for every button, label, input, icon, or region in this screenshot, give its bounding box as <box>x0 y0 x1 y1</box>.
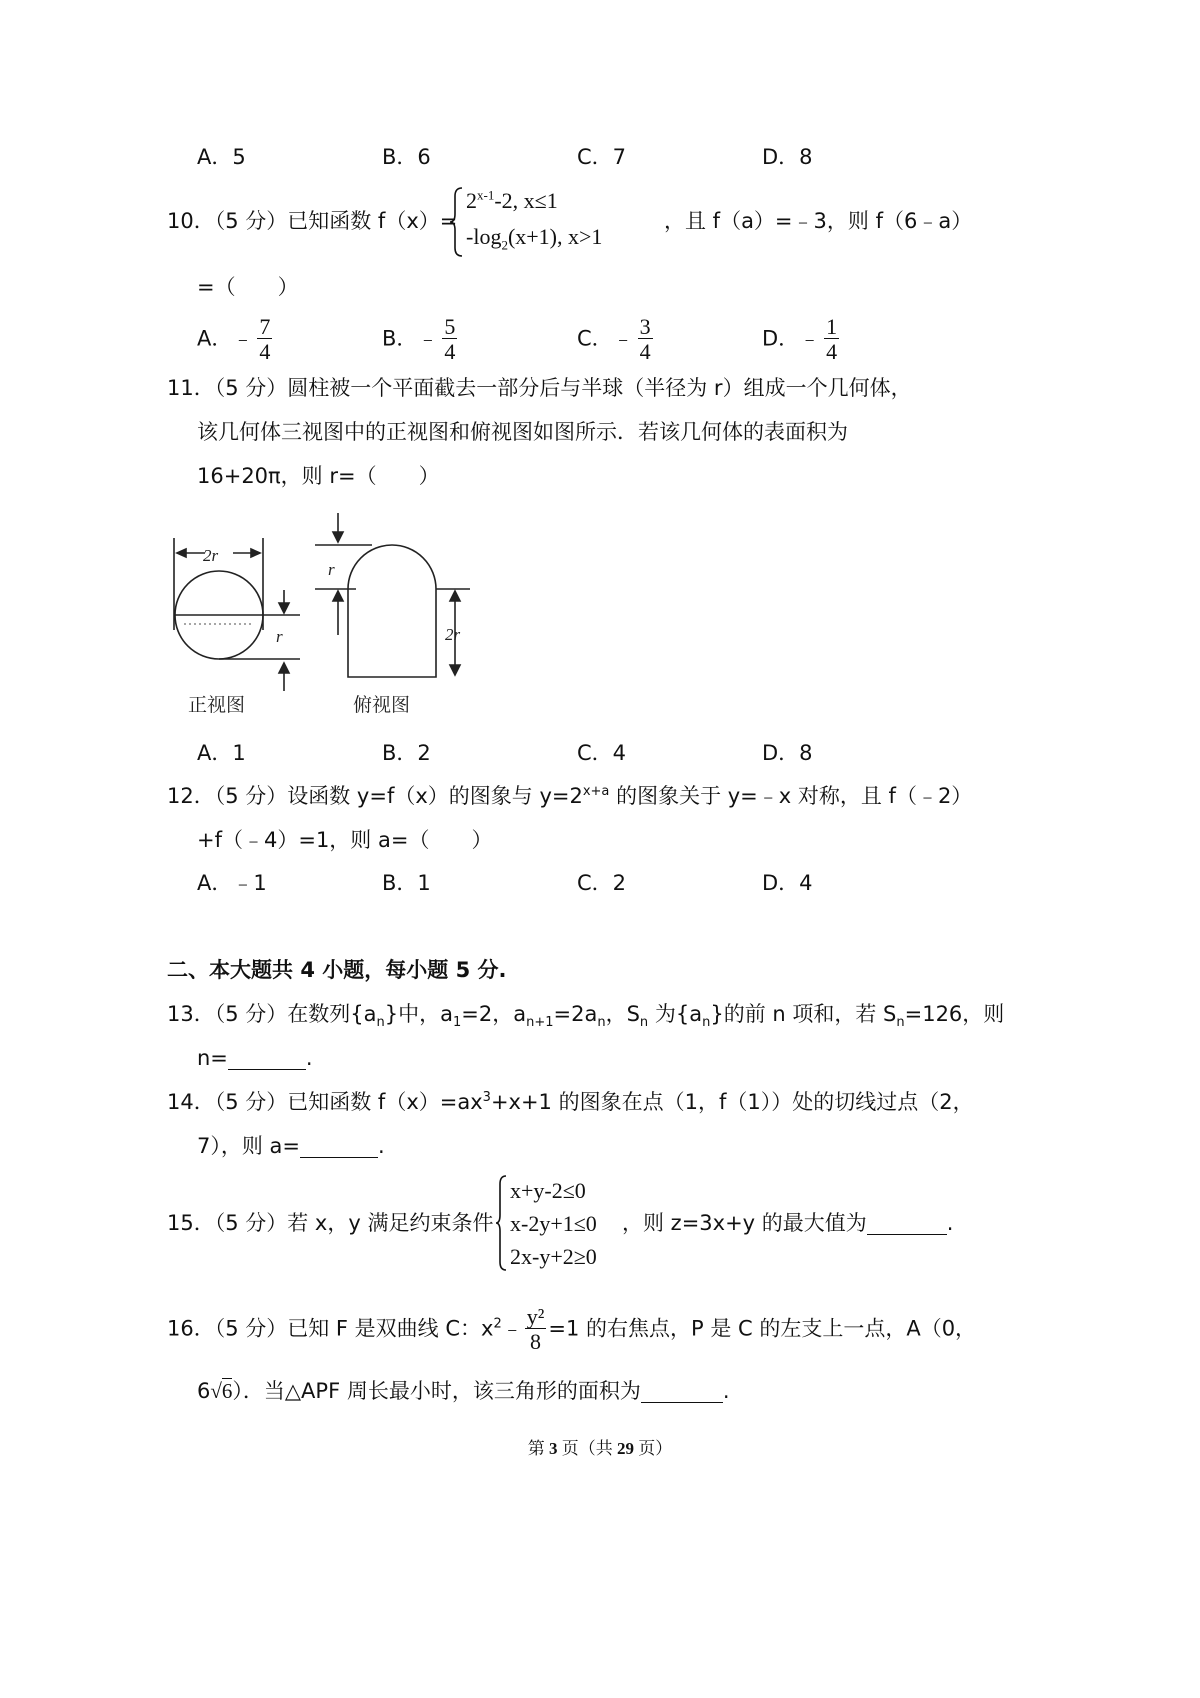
q14-answer-blank <box>300 1136 378 1158</box>
q15-prefix: 15．（5 分）若 x，y 满足约束条件 <box>167 1211 494 1235</box>
q11-three-view-figure <box>160 505 490 720</box>
q11-line3: 16+20π，则 r=（ ） <box>197 464 440 488</box>
q11-option-b: B．2 <box>382 741 431 765</box>
q10-suffix: ，且 f（a）=﹣3，则 f（6﹣a） <box>664 209 973 233</box>
front-dim-r: r <box>276 627 283 646</box>
q13-line2: n= . <box>197 1046 313 1070</box>
q10-piece-1: 2$^{x-1}$-2, x≤1 <box>466 187 558 213</box>
q13-answer-blank <box>228 1048 306 1070</box>
q15-constraint-2: x-2y+1≤0 <box>510 1211 597 1236</box>
q10-option-b: B．﹣ $\frac{5}{4}$ <box>382 314 456 364</box>
top-dim-r: r <box>328 560 335 579</box>
q12-option-b: B．1 <box>382 871 431 895</box>
q15-constraint-1: x+y-2≤0 <box>510 1178 586 1203</box>
q11-line1: 11．（5 分）圆柱被一个平面截去一部分后与半球（半径为 r）组成一个几何体， <box>167 376 912 400</box>
q15-constraint-3: 2x-y+2≥0 <box>510 1244 597 1269</box>
q9-option-d: D．8 <box>762 145 813 169</box>
top-dim-2r: 2r <box>445 625 461 644</box>
sqrt-icon: √ <box>210 1379 222 1403</box>
q11-line2: 该几何体三视图中的正视图和俯视图如图所示．若该几何体的表面积为 <box>197 420 848 444</box>
q10-prefix: 10．（5 分）已知函数 f（x）= <box>167 209 458 233</box>
q9-option-c: C．7 <box>577 145 627 169</box>
q11-option-c: C．4 <box>577 741 627 765</box>
q9-option-b: B．6 <box>382 145 431 169</box>
q15-answer-blank <box>867 1213 947 1235</box>
top-view-label: 俯视图 <box>353 694 411 716</box>
q10-piece-2: $-\log_2(x+1)$, x>1 <box>466 224 603 253</box>
q12-line2: +f（﹣4）=1，则 a=（ ） <box>197 828 493 852</box>
front-view <box>174 538 300 691</box>
q16-line1: 16．（5 分）已知 F 是双曲线 C：$x^2﹣$ $\frac{\text{y²}}{8}$ =1 的右焦点，P 是 C 的左支上一点，A（0， <box>167 1304 977 1354</box>
q10-piecewise <box>448 186 658 258</box>
brace-icon <box>494 1174 508 1272</box>
q10-option-d: D．﹣ $\frac{1}{4}$ <box>762 314 838 364</box>
q11-option-d: D．8 <box>762 741 813 765</box>
q9-option-a: A．5 <box>197 145 246 169</box>
front-view-label: 正视图 <box>188 694 246 716</box>
q12-option-c: C．2 <box>577 871 627 895</box>
q11-option-a: A．1 <box>197 741 246 765</box>
page-footer: 第 3 页（共 29 页） <box>527 1439 673 1458</box>
top-view <box>315 513 470 677</box>
q10-line2: =（ ） <box>197 275 299 299</box>
q10-option-c: C．﹣ $\frac{3}{4}$ <box>577 314 651 364</box>
section-2-heading: 二、本大题共 4 小题，每小题 5 分. <box>167 958 507 982</box>
q12-line1: 12．（5 分）设函数 y=f（x）的图象与 $y=2^{x+a}$ 的图象关于 y=﹣x 对称，且 f（﹣2） <box>167 784 973 808</box>
q16-answer-blank <box>641 1381 723 1403</box>
q14-line2: 7），则 a= . <box>197 1134 385 1158</box>
q13-line1: 13．（5 分）在数列$\{a_n\}$中，$a_1=2$，$a_{n+1}=2a_n$，$S_n$ 为$\{a_n\}$的前 n 项和，若 $S_n=126$，则 <box>167 1002 1005 1031</box>
q12-option-a: A．﹣1 <box>197 871 267 895</box>
q15-constraint-system <box>494 1174 624 1272</box>
q16-line2: 6√6）．当△APF 周长最小时，该三角形的面积为 . <box>197 1379 730 1403</box>
q10-option-a: A．﹣ $\frac{7}{4}$ <box>197 314 271 364</box>
brace-icon <box>448 186 464 258</box>
front-dim-2r: 2r <box>203 546 219 565</box>
q12-option-d: D．4 <box>762 871 813 895</box>
q15-suffix: ，则 z=3x+y 的最大值为 . <box>622 1211 954 1235</box>
q14-line1: 14．（5 分）已知函数 $f(x)=ax^3+x+1$ 的图象在点（1，f（1））处的切线过点（2， <box>167 1090 974 1114</box>
